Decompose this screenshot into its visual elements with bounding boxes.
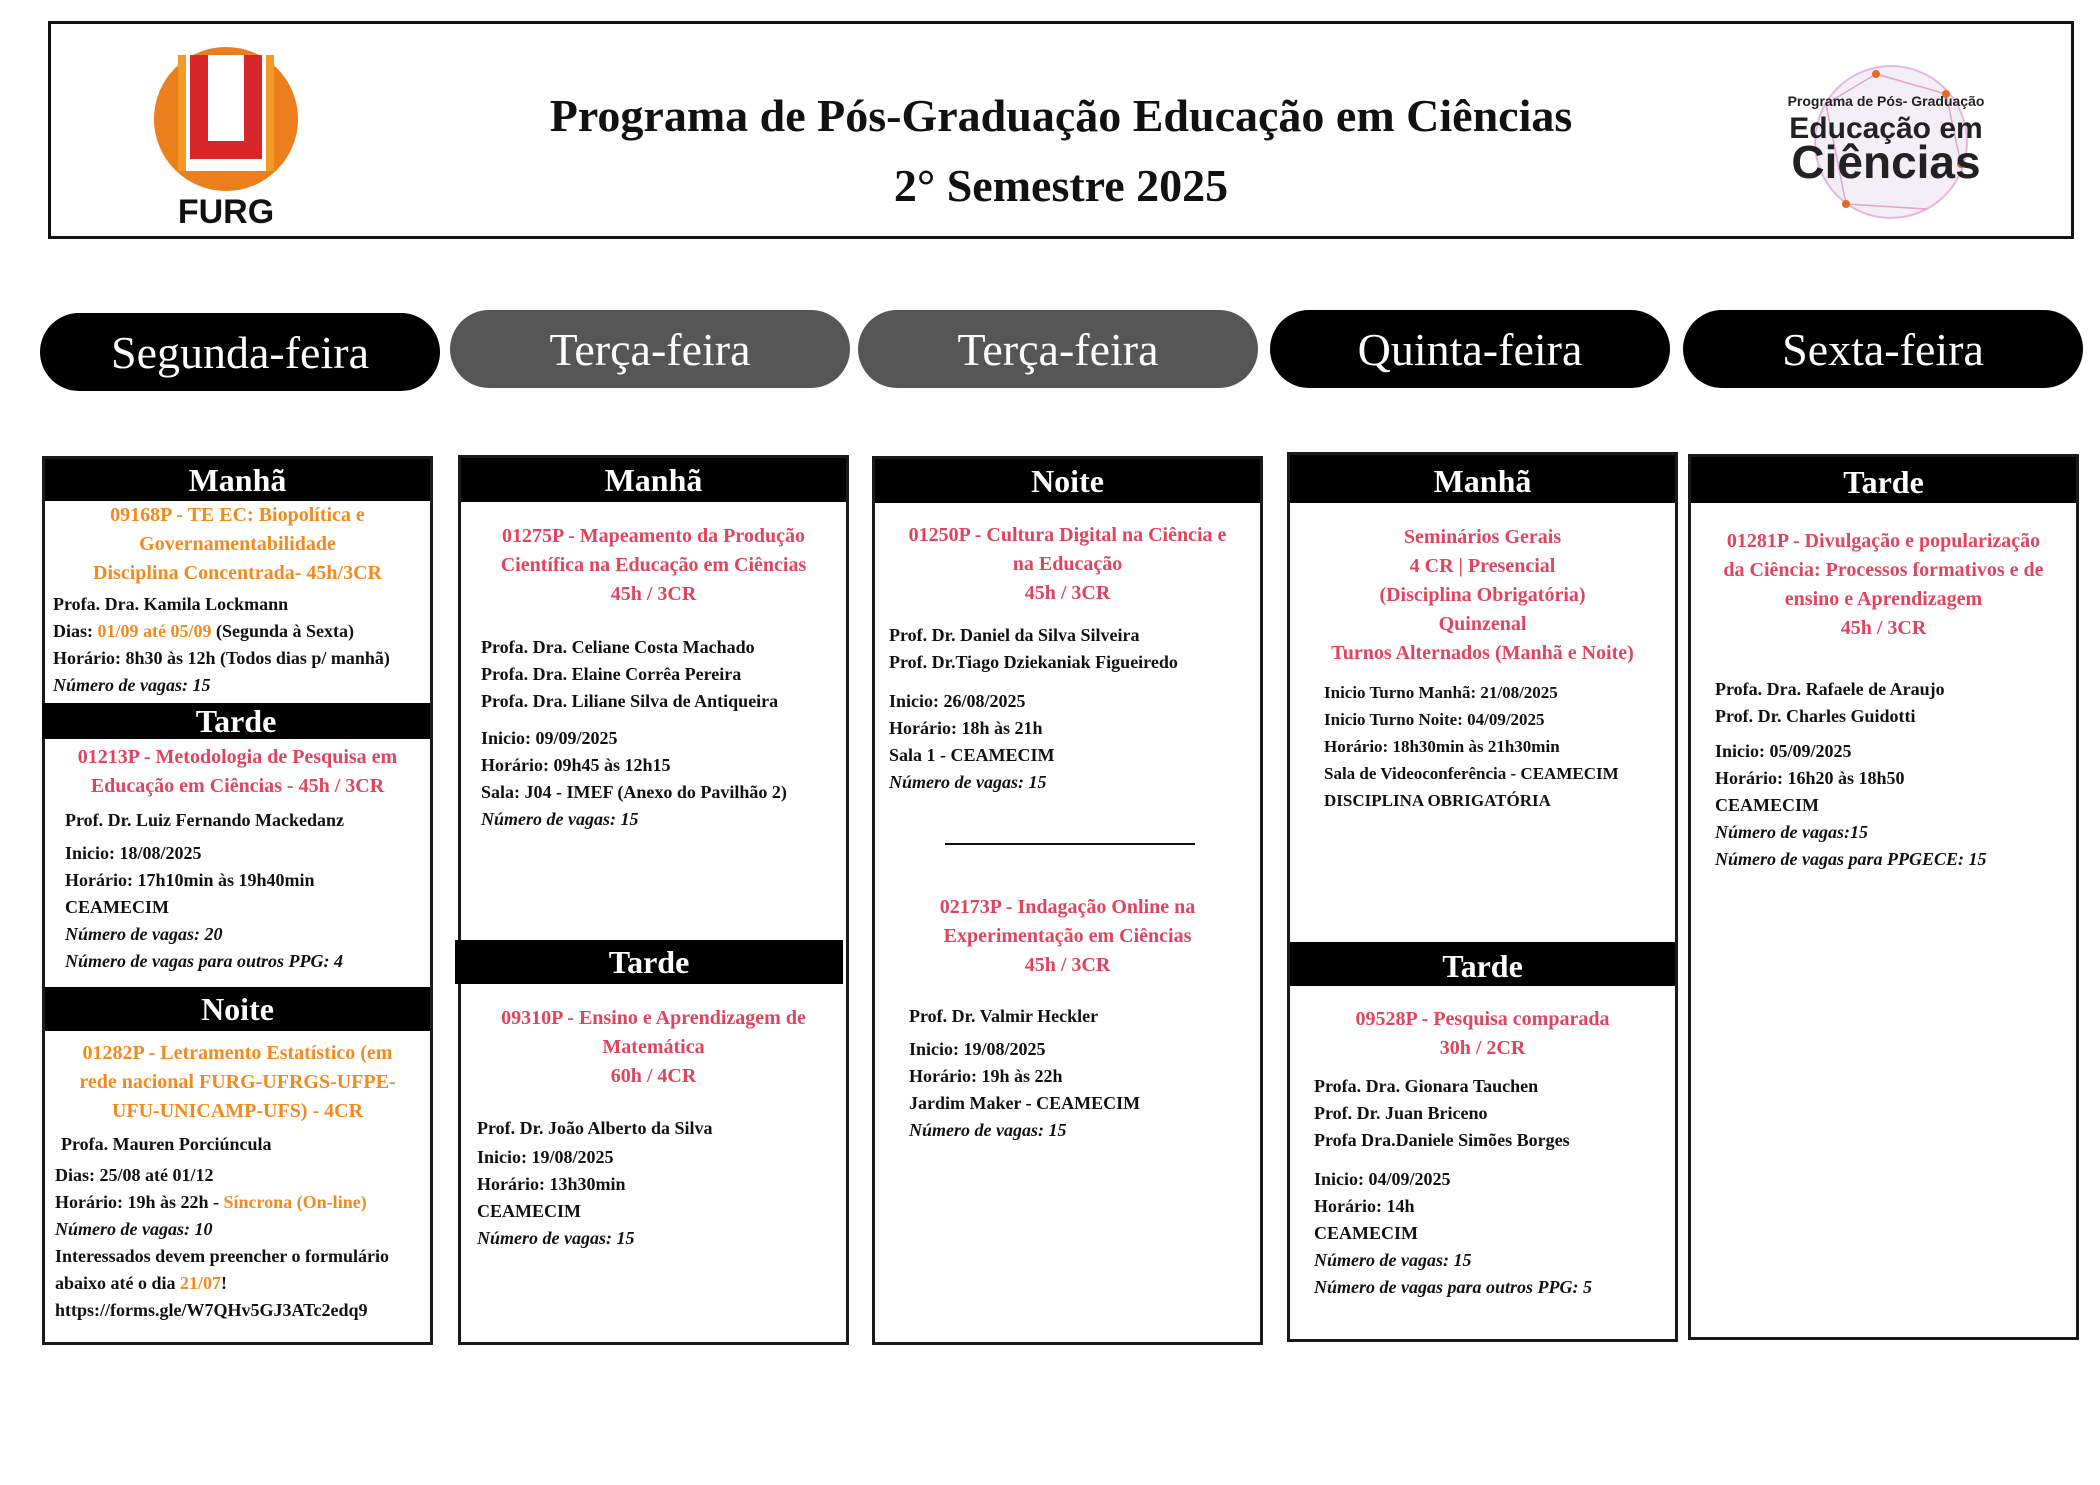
course-info-01213P [65, 807, 344, 975]
shift-header-tarde: Tarde [42, 703, 430, 739]
horario: Horário: 8h30 às 12h (Todos dias p/ manhã) [53, 648, 390, 668]
column-terca-1 [458, 455, 849, 1345]
day-pill-quinta: Quinta-feira [1270, 310, 1670, 388]
course-title-01281P: 01281P - Divulgação e popularização da Ciência: Processos formativos e de ensino e Aprendizagem 45h / 3CR [1723, 530, 2044, 639]
horario: Horário: 17h10min às 19h40min [65, 870, 315, 890]
horario: Horário: 19h às 22h - Síncrona (On-line) [55, 1192, 367, 1212]
local: CEAMECIM [1314, 1223, 1418, 1243]
course-info-09168P [53, 591, 390, 699]
horario: Horário: 13h30min [477, 1174, 626, 1194]
vagas: Número de vagas: 15 [53, 675, 211, 695]
local: Jardim Maker - CEAMECIM [909, 1093, 1141, 1113]
shift-header-tarde: Tarde [1691, 457, 2076, 503]
page-title: Programa de Pós-Graduação Educação em Ciências [549, 90, 1573, 141]
course-info-09310P [477, 1115, 713, 1252]
day-pill-terca-2: Terça-feira [858, 310, 1258, 388]
inicio: Inicio: 04/09/2025 [1314, 1169, 1451, 1189]
vagas-outros: Número de vagas para outros PPG: 4 [65, 951, 343, 971]
horario: Horário: 14h [1314, 1196, 1415, 1216]
shift-header-manha: Manhã [45, 459, 430, 501]
course-info-01275P [481, 634, 787, 833]
column-sexta [1688, 454, 2079, 1340]
course-title-01275P: 01275P - Mapeamento da Produção Científica na Educação em Ciências 45h / 3CR [500, 525, 807, 605]
course-info-01250P [889, 622, 1178, 796]
professor: Prof. Dr. Daniel da Silva Silveira [889, 625, 1140, 645]
vagas: Número de vagas: 15 [477, 1228, 635, 1248]
course-title-seminarios-gerais: Seminários Gerais 4 CR | Presencial (Disciplina Obrigatória) Quinzenal Turnos Alternados (Manhã e Noite) [1331, 526, 1634, 664]
shift-header-manha: Manhã [1290, 455, 1675, 503]
professor: Prof. Dr. Juan Briceno [1314, 1103, 1488, 1123]
professor: Profa. Dra. Kamila Lockmann [53, 594, 289, 614]
inicio-noite: Inicio Turno Noite: 04/09/2025 [1324, 710, 1545, 729]
inicio: Inicio: 05/09/2025 [1715, 741, 1852, 761]
sala: Sala: J04 - IMEF (Anexo do Pavilhão 2) [481, 782, 787, 802]
day-pill-sexta: Sexta-feira [1683, 310, 2083, 388]
professor: Profa. Dra. Liliane Silva de Antiqueira [481, 691, 779, 711]
abaixo: abaixo até o dia 21/07! [55, 1273, 228, 1293]
horario: Horário: 18h às 21h [889, 718, 1043, 738]
course-title-09310P: 09310P - Ensino e Aprendizagem de Matemática 60h / 4CR [501, 1007, 806, 1087]
vagas: Número de vagas: 15 [909, 1120, 1067, 1140]
column-terca-2 [872, 456, 1263, 1345]
ppg-logo-line1: Programa de Pós- Graduação [1787, 93, 1985, 109]
course-info-01281P [1715, 676, 1987, 873]
professor: Profa. Dra. Gionara Tauchen [1314, 1076, 1539, 1096]
professor: Profa Dra.Daniele Simões Borges [1314, 1130, 1570, 1150]
vagas: Número de vagas: 15 [889, 772, 1047, 792]
vagas: Número de vagas:15 [1715, 822, 1868, 842]
column-segunda [42, 456, 433, 1345]
day-pill-segunda: Segunda-feira [40, 313, 440, 391]
course-title-01213P: 01213P - Metodologia de Pesquisa em Educação em Ciências - 45h / 3CR [77, 746, 398, 797]
horario: Horário: 19h às 22h [909, 1066, 1063, 1086]
inicio: Inicio: 19/08/2025 [477, 1147, 614, 1167]
ppg-logo [1786, 54, 1986, 224]
column-quinta [1287, 452, 1678, 1342]
course-title-01282P: 01282P - Letramento Estatístico (em rede nacional FURG-UFRGS-UFPE- UFU-UNICAMP-UFS) - 4CR [79, 1042, 396, 1122]
inicio: Inicio: 19/08/2025 [909, 1039, 1046, 1059]
dias: Dias: 25/08 até 01/12 [55, 1165, 214, 1185]
vagas-ppgece: Número de vagas para PPGECE: 15 [1715, 849, 1987, 869]
header-banner [48, 21, 2074, 239]
sala: Sala de Videoconferência - CEAMECIM [1324, 764, 1619, 783]
professor: Profa. Dra. Elaine Corrêa Pereira [481, 664, 742, 684]
course-info-02173P [909, 1003, 1140, 1144]
day-pill-terca-1: Terça-feira [450, 310, 850, 388]
professor: Profa. Dra. Rafaele de Araujo [1715, 679, 1945, 699]
professor: Prof. Dr. Valmir Heckler [909, 1006, 1099, 1026]
horario: Horário: 16h20 às 18h50 [1715, 768, 1905, 788]
horario: Horário: 18h30min às 21h30min [1324, 737, 1560, 756]
course-title-09168P: 09168P - TE EC: Biopolítica e Governamentabilidade Disciplina Concentrada- 45h/3CR [93, 504, 382, 584]
course-title-02173P: 02173P - Indagação Online na Experimentação em Ciências 45h / 3CR [939, 896, 1196, 976]
shift-header-noite: Noite [875, 459, 1260, 503]
vagas: Número de vagas: 15 [1314, 1250, 1472, 1270]
horario: Horário: 09h45 às 12h15 [481, 755, 671, 775]
professor: Profa. Dra. Celiane Costa Machado [481, 637, 755, 657]
professor: Prof. Dr. Luiz Fernando Mackedanz [65, 810, 344, 830]
inicio: Inicio: 18/08/2025 [65, 843, 202, 863]
course-info-09528P [1314, 1073, 1592, 1301]
furg-logo-text: FURG [177, 193, 275, 231]
shift-header-manha: Manhã [461, 458, 846, 502]
dias: Dias: 01/09 até 05/09 (Segunda à Sexta) [53, 621, 355, 641]
inicio: Inicio: 09/09/2025 [481, 728, 618, 748]
local: CEAMECIM [477, 1201, 581, 1221]
shift-header-tarde: Tarde [1290, 942, 1675, 986]
page-subtitle: 2° Semestre 2025 [893, 160, 1229, 211]
professor: Prof. Dr. Charles Guidotti [1715, 706, 1916, 726]
vagas: Número de vagas: 20 [65, 924, 223, 944]
course-info-01282P [55, 1131, 389, 1324]
local: CEAMECIM [65, 897, 169, 917]
inicio: Inicio: 26/08/2025 [889, 691, 1026, 711]
course-info-seminarios-gerais [1324, 679, 1619, 814]
interessados: Interessados devem preencher o formulário [55, 1246, 389, 1266]
form-link[interactable]: https://forms.gle/W7QHv5GJ3ATc2edq9 [55, 1300, 368, 1320]
vagas: Número de vagas: 10 [55, 1219, 213, 1239]
professor: Prof. Dr.Tiago Dziekaniak Figueiredo [889, 652, 1178, 672]
vagas: Número de vagas: 15 [481, 809, 639, 829]
divider [945, 843, 1195, 845]
professor: Profa. Mauren Porciúncula [61, 1134, 272, 1154]
obrigatoria: DISCIPLINA OBRIGATÓRIA [1324, 791, 1551, 810]
inicio-manha: Inicio Turno Manhã: 21/08/2025 [1324, 683, 1558, 702]
ppg-logo-line2: Educação em [1789, 112, 1983, 145]
local: CEAMECIM [1715, 795, 1819, 815]
course-title-09528P: 09528P - Pesquisa comparada 30h / 2CR [1355, 1008, 1610, 1059]
professor: Prof. Dr. João Alberto da Silva [477, 1118, 713, 1138]
shift-header-noite: Noite [45, 987, 430, 1031]
shift-header-tarde: Tarde [455, 940, 843, 984]
sala: Sala 1 - CEAMECIM [889, 745, 1055, 765]
ppg-logo-line3: Ciências [1791, 136, 1981, 188]
course-title-01250P: 01250P - Cultura Digital na Ciência e na Educação 45h / 3CR [908, 524, 1227, 604]
vagas-outros: Número de vagas para outros PPG: 5 [1314, 1277, 1592, 1297]
